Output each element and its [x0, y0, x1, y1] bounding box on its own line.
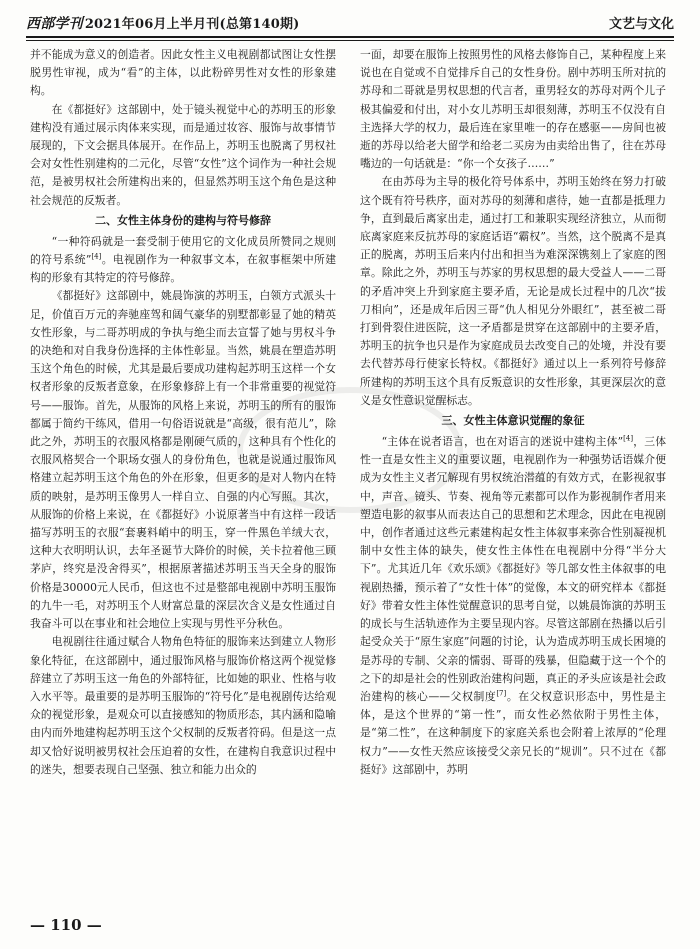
- paragraph: “主体在说者语言，也在对语言的迷说中建构主体”[4]，三体性一直是女性主义的重要议题，电视剧作为一种强势话语媒介便成为女性主义者冗解现有男权统治潜蕴的有效方式，在影视叙事中，声音、镜头、节奏、视角等元素都可以作为影视制作者用来塑造电影的叙事从而表达自己的思想和艺术理念，因此在电视剧中，创作者通过这些元素建构起女性主体叙事来弥合性别凝视机制中女性主体的缺失，使女性主体性在电视剧中分得“半分大下”。尤其近几年《欢乐颂》《都挺好》等几部女性主体叙事的电视剧热播，预示着了“女性十体”的觉像，本文的研究样本《都挺好》带着女性主体性觉醒意识的思考自觉，以姚晨饰演的苏明玉的成长与生活轨迹作为主要呈现内容。尽管这部剧在热播以后引起受众关于“原生家庭”问题的讨论，认为造成苏明玉成长困境的是苏母的专制、父亲的懦弱、哥哥的残暴，但隐藏于这一个个的之下的却是社会的性别政治建构问题，真正的矛头应该是社会政治建构的核心——父权制度[7]。在父权意识形态中，男性是主体，是这个世界的“第一性”，而女性必然依附于男性主体，是“第二性”，在这种制度下的家庭关系也会附着上浓厚的“伦理权力”——女性天然应该接受父亲兄长的“规训”。只不过在《都挺好》这部剧中，苏明: [360, 434, 666, 776]
- paragraph: 在《都挺好》这部剧中，处于镜头视觉中心的苏明玉的形象建构没有通过展示肉体来实现，而是通过妆容、服饰与故事情节展现的，下文会据具体展开。在作品上，苏明玉也脱离了男权社会对女性性别建构的二元化，尽管“女性”这个词作为一种社会规范，是被男权社会所建构出来的，但显然苏明玉这个角色是这种社会规范的反叛者。: [30, 102, 336, 207]
- paragraph: 《都挺好》这部剧中，姚晨饰演的苏明玉，白领方式派头十足，价值百万元的奔驰座驾和阔气豪华的别墅都彰显了她的精英女性形象，与二哥苏明成的争执与绝尘而去宣誓了她与男权斗争的决绝和对自我身份选择的主体性彰显。当然，姚晨在塑造苏明玉这个角色的时候，尤其是最后要成功建构起苏明玉这样一个女权者形象的反叛者意象，在形象修辞上有一个非常重要的视觉符号——服饰。首先，从服饰的风格上来说，苏明玉的所有的服饰都属于简约干练风，借用一句俗语说就是“高级，很有范儿”，除此之外，苏明玉的衣服风格都是刚硬气质的，这种具有个性化的衣服风格契合一个职场女强人的身份角色，也就是说通过服饰风格建立起苏明玉这个角色的外在形象，但更多的是对人物内在特质的映射，是苏明玉像男人一样自立、自强的内心写照。其次，从服饰的价格上来说，在《都挺好》小说原著当中有这样一段话描写苏明玉的衣服“套裹料峭中的明玉，穿一件黑色羊绒大衣，这种大衣明明认识，去年圣诞节大降价的时候，关卡拉着他三顾茅庐，终究是没舍得买”，根据原著描述苏明玉当天全身的服饰价格是30000元人民币，但这也不过是整部电视剧中苏明玉服饰的九牛一毛，对苏明玉个人财富总量的深层次含义是女性通过自我奋斗可以在事业和社会地位上实现与男性平分秋色。: [30, 289, 336, 631]
- right-column: [360, 46, 666, 906]
- header-journal-issue: [26, 13, 300, 33]
- section-title: 文艺与文化: [608, 17, 674, 32]
- section-heading: 二、女性主体身份的建构与符号修辞: [95, 213, 271, 227]
- paragraph: 在由苏母为主导的极化符号体系中，苏明玉始终在努力打破这个既有符号秩序，面对苏母的刻薄和虐待，她一直都是抵理力争，直到最后离家出走，通过打工和兼职实现经济独立，从而彻底离家庭来反抗苏母的家庭话语“霸权”。当然，这个脱离不是真正的脱离，苏明玉后来内付出和担当为难深深镌刻上了家庭的图章。除此之外，苏明玉与苏家的男权思想的最大受益人——二哥的矛盾冲突上升到家庭主要矛盾，无论是成长过程中的几次“拔刀相向”，还是成年后因三哥“仇人相见分外眼红”，甚至被二哥打到骨裂住进医院，这一矛盾都是贯穿在这部剧中的主要矛盾，苏明玉的抗争也只是作为家庭成员去改变自己的处境，并没有要去代替苏母行使家长特权。《都挺好》通过以上一系列符号修辞所建构的苏明玉这个具有反叛意识的女性形象，其更深层次的意义是女性意识觉醒标志。: [360, 175, 666, 407]
- paragraph: 并不能成为意义的创造者。因此女性主义电视剧都试图让女性摆脱男性审视，成为“看”的主体，以此粉碎男性对女性的形象建构。: [30, 48, 336, 98]
- paragraph: “一种符码就是一套受制于使用它的文化成员所赞同之规则的符号系统”[4]。电视剧作为一种叙事文本，在叙事框架中所建构的形象有其特定的符号修辞。: [30, 234, 336, 285]
- running-header: [26, 10, 674, 36]
- citation-ref: [7]: [496, 689, 507, 698]
- header-rule-thin: [26, 40, 674, 41]
- paragraph: 一面，却要在服饰上按照男性的风格去修饰自己，某种程度上来说也在自觉或不自觉排斥自己的女性身份。剧中苏明玉所对抗的苏母和二哥就是男权思想的代言者，重男轻女的苏母对两个儿子极其偏爱和付出，对小女儿苏明玉却很刻薄，苏明玉不仅没有自主选择大学的权力，最后连在家里唯一的存在感驱——房间也被逝的苏母以给老大留学和给老二买房为由卖给出售了，往在苏母嘴边的一句话就是：“你一个女孩子……”: [360, 48, 666, 171]
- journal-masthead: 西部学刊: [26, 16, 83, 32]
- section-heading: 三、女性主体意识觉醒的象征: [441, 414, 585, 428]
- page-number: — 110 —: [30, 916, 102, 934]
- citation-ref: [4]: [91, 252, 102, 261]
- issue-info: 2021年06月上半月刊(总第140期): [84, 17, 300, 32]
- left-column: [30, 46, 336, 906]
- paragraph: 电视剧往往通过赋合人物角色特征的服饰来达到建立人物形象化特征，在这部剧中，通过服饰风格与服饰价格这两个视觉修辞建立了苏明玉这一角色的外部特征，比如她的职业、性格与收入水平等。最重要的是苏明玉服饰的“符号化”是电视剧传达给观众的视觉形象，是观众可以直接感知的物质形态，其内涵和隐喻由内而外地建构起苏明玉这个父权制的反叛者符码。但是这一点却又恰好说明被男权社会压迫着的女性，在建构自我意识过程中的迷失，想要表现自己坚强、独立和能力出众的: [30, 635, 336, 776]
- header-rule-thick: [26, 36, 674, 38]
- citation-ref: [4]: [623, 434, 634, 443]
